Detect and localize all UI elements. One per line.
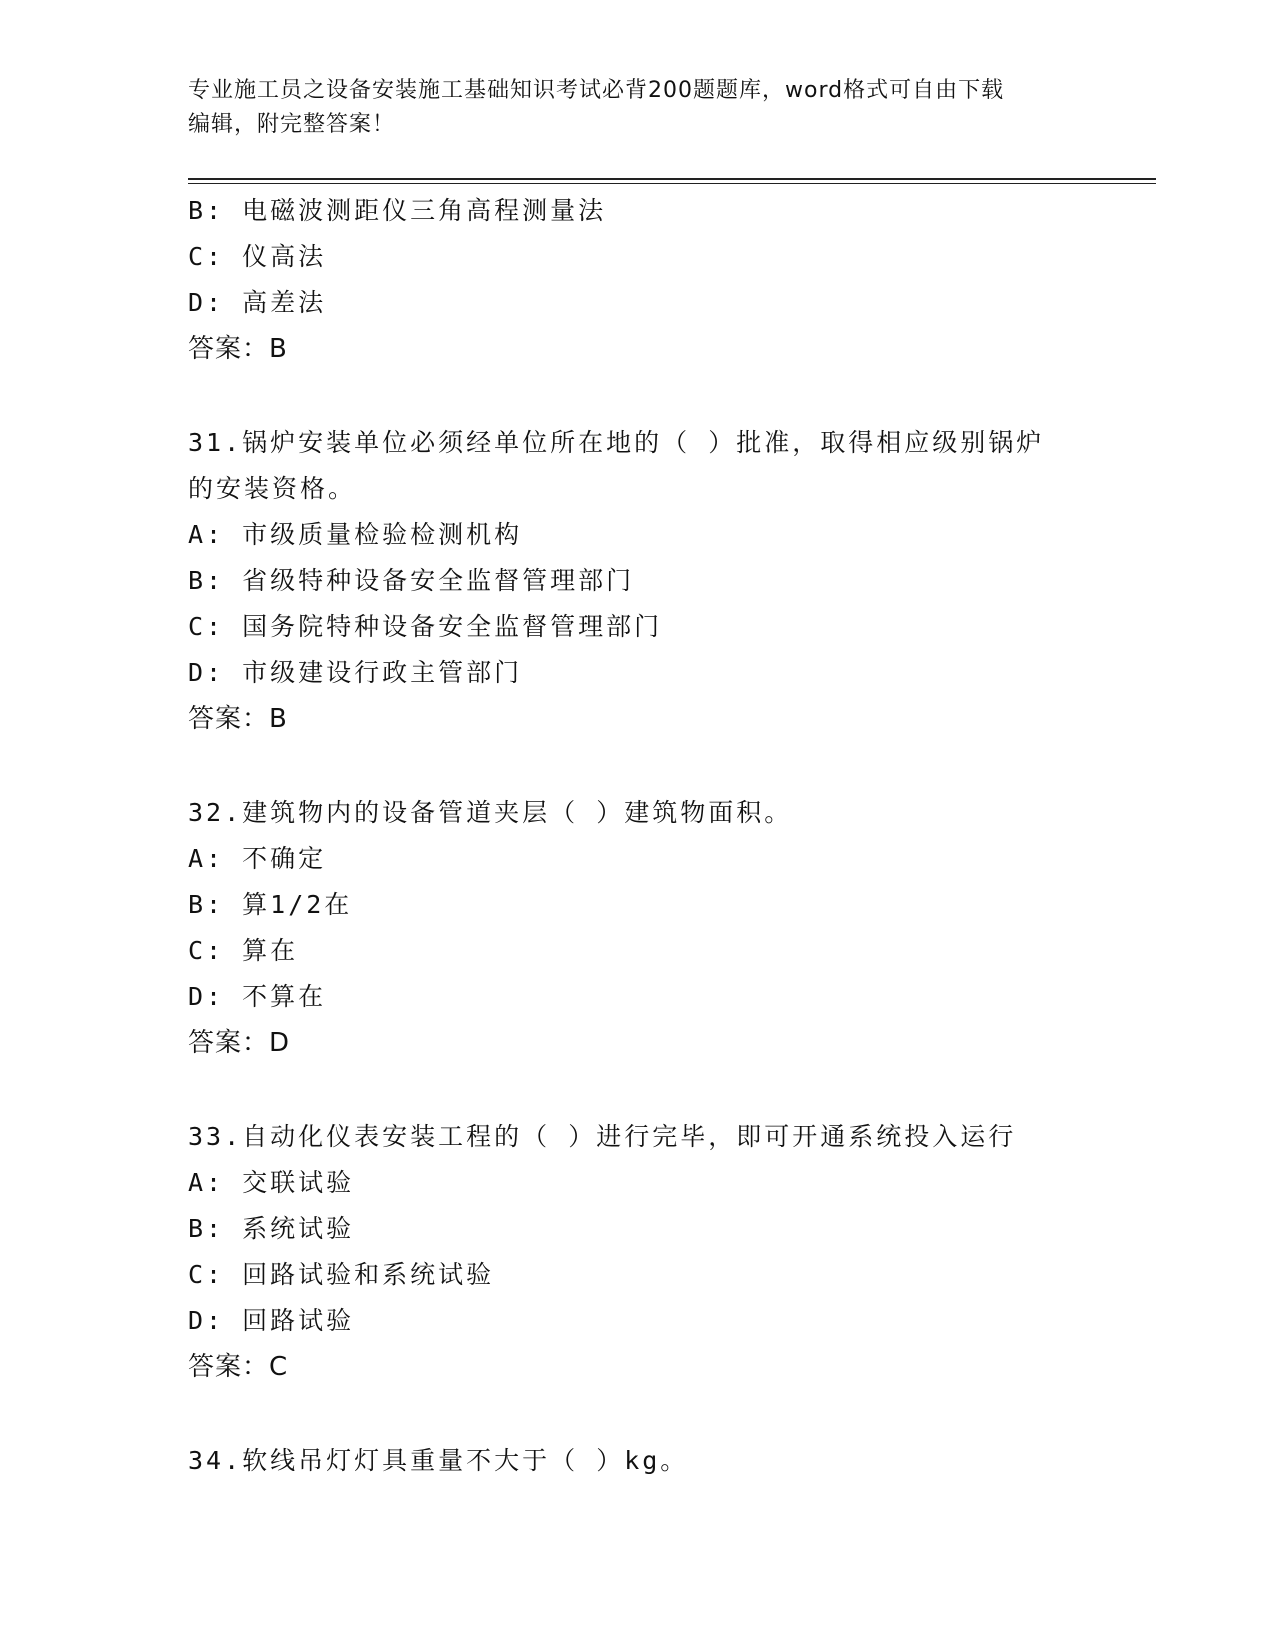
option-b: B: 省级特种设备安全监督管理部门 — [188, 566, 635, 595]
answer-line: 答案：B — [188, 334, 288, 364]
question-list — [188, 188, 1108, 1484]
question-34 — [188, 1438, 1108, 1484]
option-c: C: 算在 — [188, 936, 299, 965]
option-b: B: 系统试验 — [188, 1214, 355, 1243]
question-stem: 33.自动化仪表安装工程的（ ）进行完毕，即可开通系统投入运行 — [188, 1122, 1017, 1151]
answer-line: 答案：D — [188, 1028, 291, 1058]
question-stem: 32.建筑物内的设备管道夹层（ ）建筑物面积。 — [188, 798, 793, 827]
option-d: D: 高差法 — [188, 288, 327, 317]
question-33 — [188, 1114, 1108, 1390]
option-c: C: 仪高法 — [188, 242, 327, 271]
question-stem: 34.软线吊灯灯具重量不大于（ ）kg。 — [188, 1446, 689, 1475]
question-stem-line-1: 31.锅炉安装单位必须经单位所在地的（ ）批准，取得相应级别锅炉 — [188, 428, 1045, 457]
option-c: C: 回路试验和系统试验 — [188, 1260, 495, 1289]
header-title-line-2: 编辑，附完整答案！ — [188, 112, 396, 137]
option-a: A: 不确定 — [188, 844, 327, 873]
option-c: C: 国务院特种设备安全监督管理部门 — [188, 612, 663, 641]
question-32 — [188, 790, 1108, 1066]
option-d: D: 回路试验 — [188, 1306, 355, 1335]
question-31 — [188, 420, 1108, 742]
question-30 — [188, 188, 1108, 372]
answer-line: 答案：B — [188, 704, 288, 734]
option-b: B: 算1/2在 — [188, 890, 353, 919]
header-title-line-1: 专业施工员之设备安装施工基础知识考试必背200题题库，word格式可自由下载 — [188, 78, 1005, 103]
answer-line: 答案：C — [188, 1352, 289, 1382]
option-d: D: 不算在 — [188, 982, 327, 1011]
header-divider-thin — [188, 183, 1156, 184]
document-header — [188, 74, 1088, 142]
question-stem-line-2: 的安装资格。 — [188, 474, 357, 503]
option-d: D: 市级建设行政主管部门 — [188, 658, 523, 687]
option-a: A: 交联试验 — [188, 1168, 355, 1197]
option-b: B: 电磁波测距仪三角高程测量法 — [188, 196, 607, 225]
option-a: A: 市级质量检验检测机构 — [188, 520, 523, 549]
header-divider-thick — [188, 178, 1156, 180]
